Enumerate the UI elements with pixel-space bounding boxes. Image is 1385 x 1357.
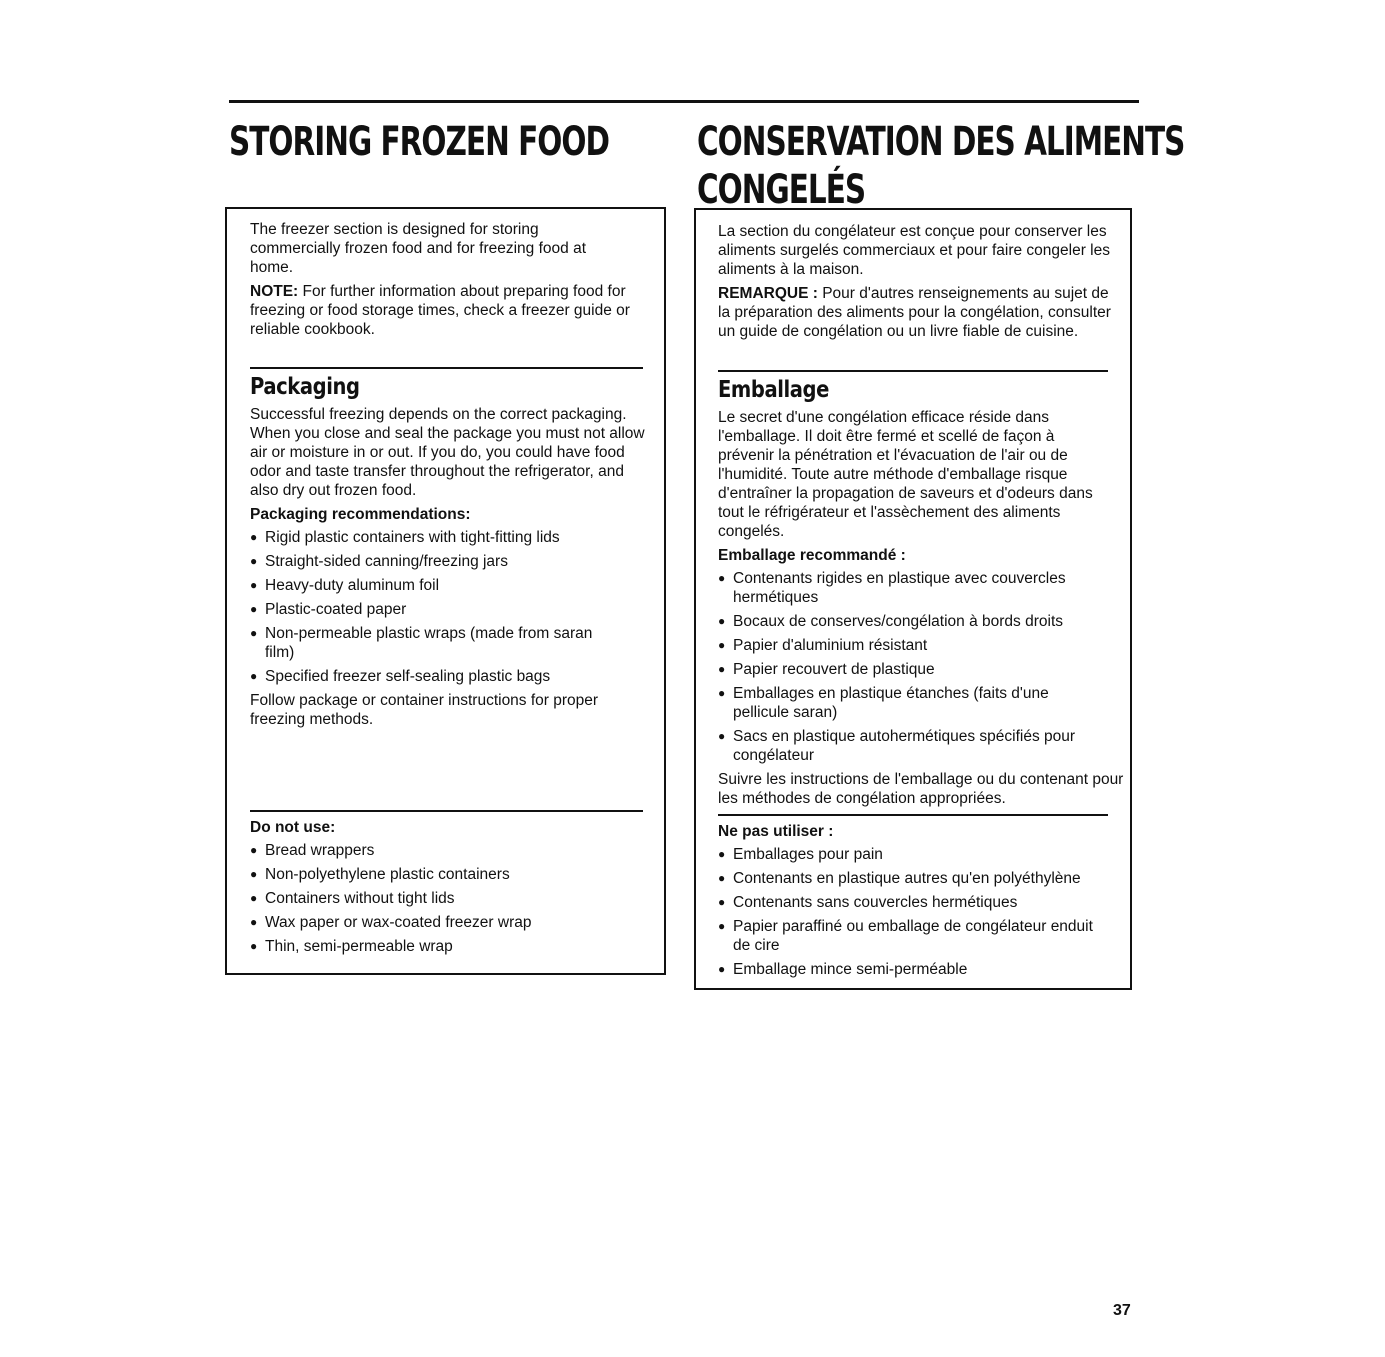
note-fr xyxy=(718,284,1123,341)
bullet-icon: ● xyxy=(718,662,726,676)
intro-text-en: The freezer section is designed for storing commercially frozen food and for freezing food at home. xyxy=(250,221,587,276)
divider-fr-1 xyxy=(718,370,1108,372)
packaging-block-fr xyxy=(696,370,1130,813)
recommendations-list-fr xyxy=(718,569,1108,765)
list-item xyxy=(718,660,1108,679)
list-item-text: Bread wrappers xyxy=(265,842,375,859)
list-item xyxy=(718,636,1108,655)
bullet-icon: ● xyxy=(250,626,258,640)
follow-text-fr: Suivre les instructions de l'emballage ou du contenant pour les méthodes de congélation appropriées. xyxy=(718,771,1124,807)
list-item xyxy=(250,667,600,686)
bullet-icon: ● xyxy=(718,686,726,700)
list-item-text: Wax paper or wax-coated freezer wrap xyxy=(265,914,532,931)
bullet-icon: ● xyxy=(718,962,726,976)
list-item-text: Contenants sans couvercles hermétiques xyxy=(733,894,1018,911)
list-item xyxy=(718,727,1108,765)
top-rule xyxy=(229,100,1139,103)
bullet-icon: ● xyxy=(718,847,726,861)
bullet-icon: ● xyxy=(718,895,726,909)
list-item xyxy=(250,552,600,571)
bullet-icon: ● xyxy=(718,571,726,585)
french-section-box xyxy=(694,208,1132,990)
list-item xyxy=(718,960,1113,979)
list-item-text: Papier recouvert de plastique xyxy=(733,661,935,678)
list-item xyxy=(250,865,664,884)
intro-block-en xyxy=(227,220,664,344)
page-title-en: STORING FROZEN FOOD xyxy=(229,119,609,165)
recommendations-label-en: Packaging recommendations: xyxy=(250,506,471,523)
divider-en-1 xyxy=(250,367,643,369)
list-item-text: Bocaux de conserves/congélation à bords droits xyxy=(733,613,1064,630)
bullet-icon: ● xyxy=(250,915,258,929)
bullet-icon: ● xyxy=(250,669,258,683)
page-title-fr xyxy=(697,118,1184,214)
list-item-text: Straight-sided canning/freezing jars xyxy=(265,553,508,570)
packaging-heading-en: Packaging xyxy=(250,374,360,400)
list-item xyxy=(250,937,664,956)
list-item-text: Papier d'aluminium résistant xyxy=(733,637,928,654)
list-item-text: Sacs en plastique autohermétiques spécifiés pour congélateur xyxy=(733,728,1076,764)
follow-text-en: Follow package or container instructions for proper freezing methods. xyxy=(250,692,599,728)
list-item-text: Emballages en plastique étanches (faits d'une pellicule saran) xyxy=(733,685,1049,721)
list-item-text: Thin, semi-permeable wrap xyxy=(265,938,453,955)
packaging-block-en xyxy=(227,367,664,734)
bullet-icon: ● xyxy=(250,554,258,568)
bullet-icon: ● xyxy=(718,729,726,743)
list-item xyxy=(250,913,664,932)
list-item-text: Papier paraffiné ou emballage de congélateur enduit de cire xyxy=(733,918,1093,954)
bullet-icon: ● xyxy=(718,638,726,652)
list-item xyxy=(250,624,600,662)
divider-en-2 xyxy=(250,810,643,812)
list-item-text: Containers without tight lids xyxy=(265,890,455,907)
note-label-fr: REMARQUE : xyxy=(718,285,818,302)
english-section-box xyxy=(225,207,666,975)
do-not-use-block-en xyxy=(227,810,664,961)
list-item xyxy=(718,569,1108,607)
list-item xyxy=(250,528,600,547)
bullet-icon: ● xyxy=(250,602,258,616)
do-not-use-label-en: Do not use: xyxy=(250,819,336,836)
bullet-icon: ● xyxy=(250,867,258,881)
list-item xyxy=(718,893,1113,912)
page-number: 37 xyxy=(1113,1302,1131,1319)
note-en xyxy=(250,282,645,339)
do-not-use-block-fr xyxy=(696,814,1130,984)
list-item-text: Emballage mince semi-perméable xyxy=(733,961,968,978)
list-item-text: Emballages pour pain xyxy=(733,846,883,863)
list-item-text: Contenants en plastique autres qu'en polyéthylène xyxy=(733,870,1081,887)
list-item-text: Non-permeable plastic wraps (made from saran film) xyxy=(265,625,593,661)
note-text-fr: Pour d'autres renseignements au sujet de la préparation des aliments pour la congélation, consulter un guide de congélation ou un livre fiable de cuisine. xyxy=(718,285,1111,340)
intro-text-fr: La section du congélateur est conçue pour conserver les aliments surgelés commerciaux et pour faire congeler les aliments à la maison. xyxy=(718,223,1110,278)
do-not-use-list-en xyxy=(250,841,664,956)
recommendations-list-en xyxy=(250,528,600,686)
packaging-text-fr: Le secret d'une congélation efficace réside dans l'emballage. Il doit être fermé et scellé de façon à prévenir la pénétration et l'évacuation de l'air ou de l'humidité. Toute autre méthode d'emballage risque d'entraîner la propagation de saveurs et d'odeurs dans tout le réfrigérateur et l'assèchement des aliments congelés. xyxy=(718,409,1093,540)
bullet-icon: ● xyxy=(718,614,726,628)
recommendations-label-fr: Emballage recommandé : xyxy=(718,547,906,564)
list-item xyxy=(250,600,600,619)
bullet-icon: ● xyxy=(250,891,258,905)
list-item xyxy=(718,845,1113,864)
bullet-icon: ● xyxy=(250,530,258,544)
list-item xyxy=(718,612,1108,631)
list-item-text: Specified freezer self-sealing plastic bags xyxy=(265,668,551,685)
bullet-icon: ● xyxy=(250,939,258,953)
do-not-use-label-fr: Ne pas utiliser : xyxy=(718,823,834,840)
list-item-text: Heavy-duty aluminum foil xyxy=(265,577,440,594)
list-item xyxy=(718,917,1113,955)
page-title-fr-line1: CONSERVATION DES ALIMENTS xyxy=(697,119,1185,165)
list-item xyxy=(250,889,664,908)
list-item-text: Non-polyethylene plastic containers xyxy=(265,866,510,883)
bullet-icon: ● xyxy=(250,843,258,857)
list-item-text: Rigid plastic containers with tight-fitting lids xyxy=(265,529,560,546)
list-item xyxy=(250,576,600,595)
list-item xyxy=(250,841,664,860)
list-item-text: Plastic-coated paper xyxy=(265,601,407,618)
intro-block-fr xyxy=(696,222,1130,346)
list-item-text: Contenants rigides en plastique avec couvercles hermétiques xyxy=(733,570,1066,606)
note-text-en: For further information about preparing food for freezing or food storage times, check a freezer guide or reliable cookbook. xyxy=(250,283,630,338)
list-item xyxy=(718,684,1108,722)
packaging-heading-fr: Emballage xyxy=(718,377,829,403)
do-not-use-list-fr xyxy=(718,845,1113,979)
bullet-icon: ● xyxy=(250,578,258,592)
bullet-icon: ● xyxy=(718,919,726,933)
divider-fr-2 xyxy=(718,814,1108,816)
note-label-en: NOTE: xyxy=(250,283,299,300)
page-title-fr-line2: CONGELÉS xyxy=(697,167,866,213)
packaging-text-en: Successful freezing depends on the correct packaging. When you close and seal the package you must not allow air or moisture in or out. If you do, you could have food odor and taste transfer throughout the refrigerator, and also dry out frozen food. xyxy=(250,406,645,499)
list-item xyxy=(718,869,1113,888)
bullet-icon: ● xyxy=(718,871,726,885)
